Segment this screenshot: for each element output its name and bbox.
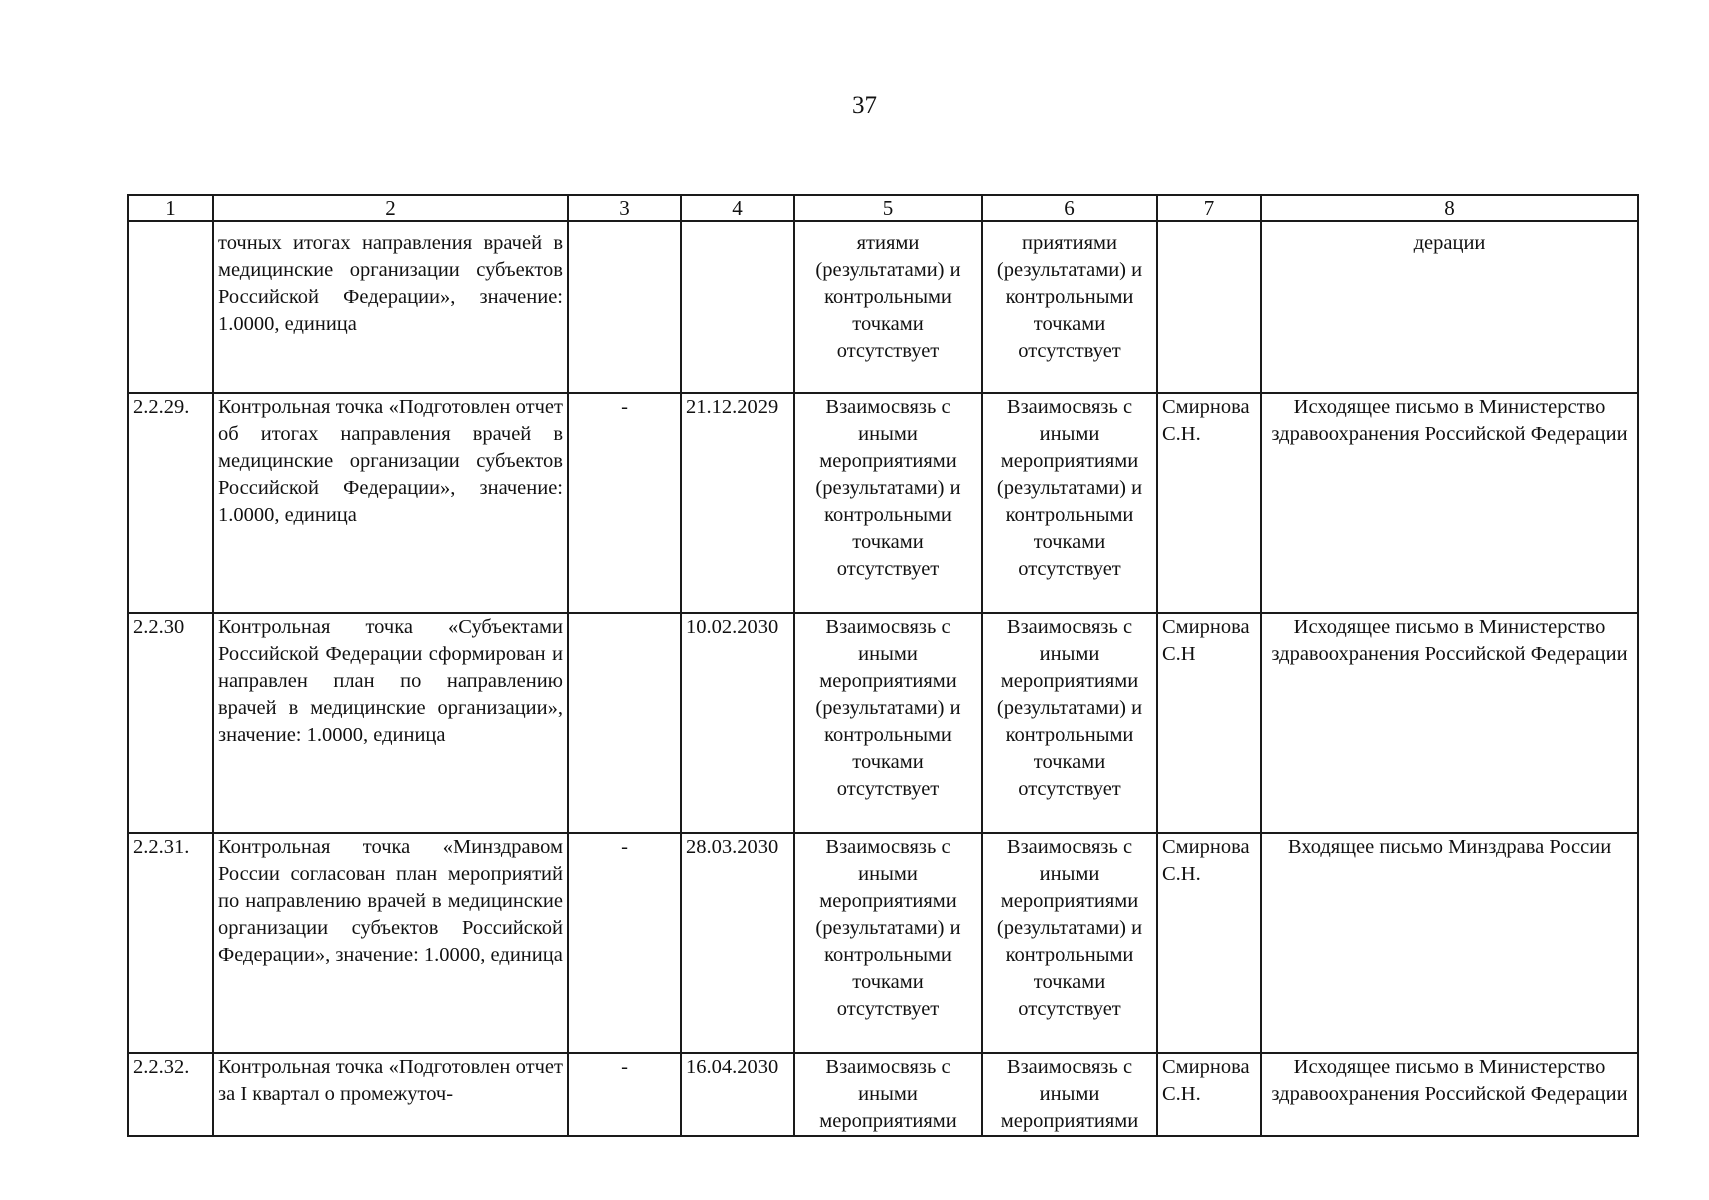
predecessor-relation: Взаимосвязь с иными мероприятиями (результатами) и контрольными точками отсутствует: [794, 613, 982, 833]
table-row: [128, 1053, 1638, 1136]
deadline-date: 21.12.2029: [681, 393, 794, 613]
table-row: [128, 221, 1638, 393]
deadline-date: 16.04.2030: [681, 1053, 794, 1136]
confirming-document: дерации: [1261, 221, 1638, 393]
predecessor-relation: Взаимосвязь с иными мероприятиями (результатами) и контрольными точками отсутствует: [794, 393, 982, 613]
column-header-1: 1: [128, 195, 213, 221]
row-number: 2.2.31.: [128, 833, 213, 1053]
successor-relation: Взаимосвязь с иными мероприятиями (результатами) и контрольными точками отсутствует: [982, 393, 1157, 613]
predecessor-relation: Взаимосвязь с иными мероприятиями: [794, 1053, 982, 1136]
column-header-3: 3: [568, 195, 681, 221]
control-points-table: [127, 194, 1639, 1137]
row-number: 2.2.30: [128, 613, 213, 833]
responsible-person: Смирнова С.Н.: [1157, 393, 1261, 613]
responsible-person: Смирнова С.Н.: [1157, 1053, 1261, 1136]
column-number-header-row: [128, 195, 1638, 221]
responsible-person: [1157, 221, 1261, 393]
successor-relation: приятиями (результатами) и контрольными точками отсутствует: [982, 221, 1157, 393]
control-point-name: Контрольная точка «Субъектами Российской Федерации сформирован и направлен план по направлению врачей в медицинские организации», значение: 1.0000, единица: [213, 613, 568, 833]
table-row: [128, 833, 1638, 1053]
successor-relation: Взаимосвязь с иными мероприятиями (результатами) и контрольными точками отсутствует: [982, 613, 1157, 833]
successor-relation: Взаимосвязь с иными мероприятиями (результатами) и контрольными точками отсутствует: [982, 833, 1157, 1053]
base-value: -: [568, 393, 681, 613]
column-header-7: 7: [1157, 195, 1261, 221]
control-point-name: Контрольная точка «Подготовлен отчет за I квартал о промежуточ-: [213, 1053, 568, 1136]
row-number: [128, 221, 213, 393]
page-number: 37: [852, 92, 877, 119]
base-value: [568, 613, 681, 833]
row-number: 2.2.29.: [128, 393, 213, 613]
responsible-person: Смирнова С.Н: [1157, 613, 1261, 833]
predecessor-relation: Взаимосвязь с иными мероприятиями (результатами) и контрольными точками отсутствует: [794, 833, 982, 1053]
column-header-5: 5: [794, 195, 982, 221]
row-number: 2.2.32.: [128, 1053, 213, 1136]
column-header-8: 8: [1261, 195, 1638, 221]
control-point-name: Контрольная точка «Подготовлен отчет об итогах направления врачей в медицинские организации субъектов Российской Федерации», значение: 1.0000, единица: [213, 393, 568, 613]
base-value: -: [568, 1053, 681, 1136]
responsible-person: Смирнова С.Н.: [1157, 833, 1261, 1053]
column-header-4: 4: [681, 195, 794, 221]
confirming-document: Исходящее письмо в Министерство здравоохранения Российской Федерации: [1261, 1053, 1638, 1136]
confirming-document: Исходящее письмо в Министерство здравоохранения Российской Федерации: [1261, 393, 1638, 613]
base-value: -: [568, 833, 681, 1053]
column-header-2: 2: [213, 195, 568, 221]
deadline-date: 10.02.2030: [681, 613, 794, 833]
deadline-date: [681, 221, 794, 393]
base-value: [568, 221, 681, 393]
control-point-name: точных итогах направления врачей в медицинские организации субъектов Российской Федерации», значение: 1.0000, единица: [213, 221, 568, 393]
control-point-name: Контрольная точка «Минздравом России согласован план мероприятий по направлению врачей в медицинские организации субъектов Российской Федерации», значение: 1.0000, единица: [213, 833, 568, 1053]
predecessor-relation: ятиями (результатами) и контрольными точками отсутствует: [794, 221, 982, 393]
successor-relation: Взаимосвязь с иными мероприятиями: [982, 1053, 1157, 1136]
confirming-document: Входящее письмо Минздрава России: [1261, 833, 1638, 1053]
table-row: [128, 613, 1638, 833]
confirming-document: Исходящее письмо в Министерство здравоохранения Российской Федерации: [1261, 613, 1638, 833]
column-header-6: 6: [982, 195, 1157, 221]
table-row: [128, 393, 1638, 613]
deadline-date: 28.03.2030: [681, 833, 794, 1053]
